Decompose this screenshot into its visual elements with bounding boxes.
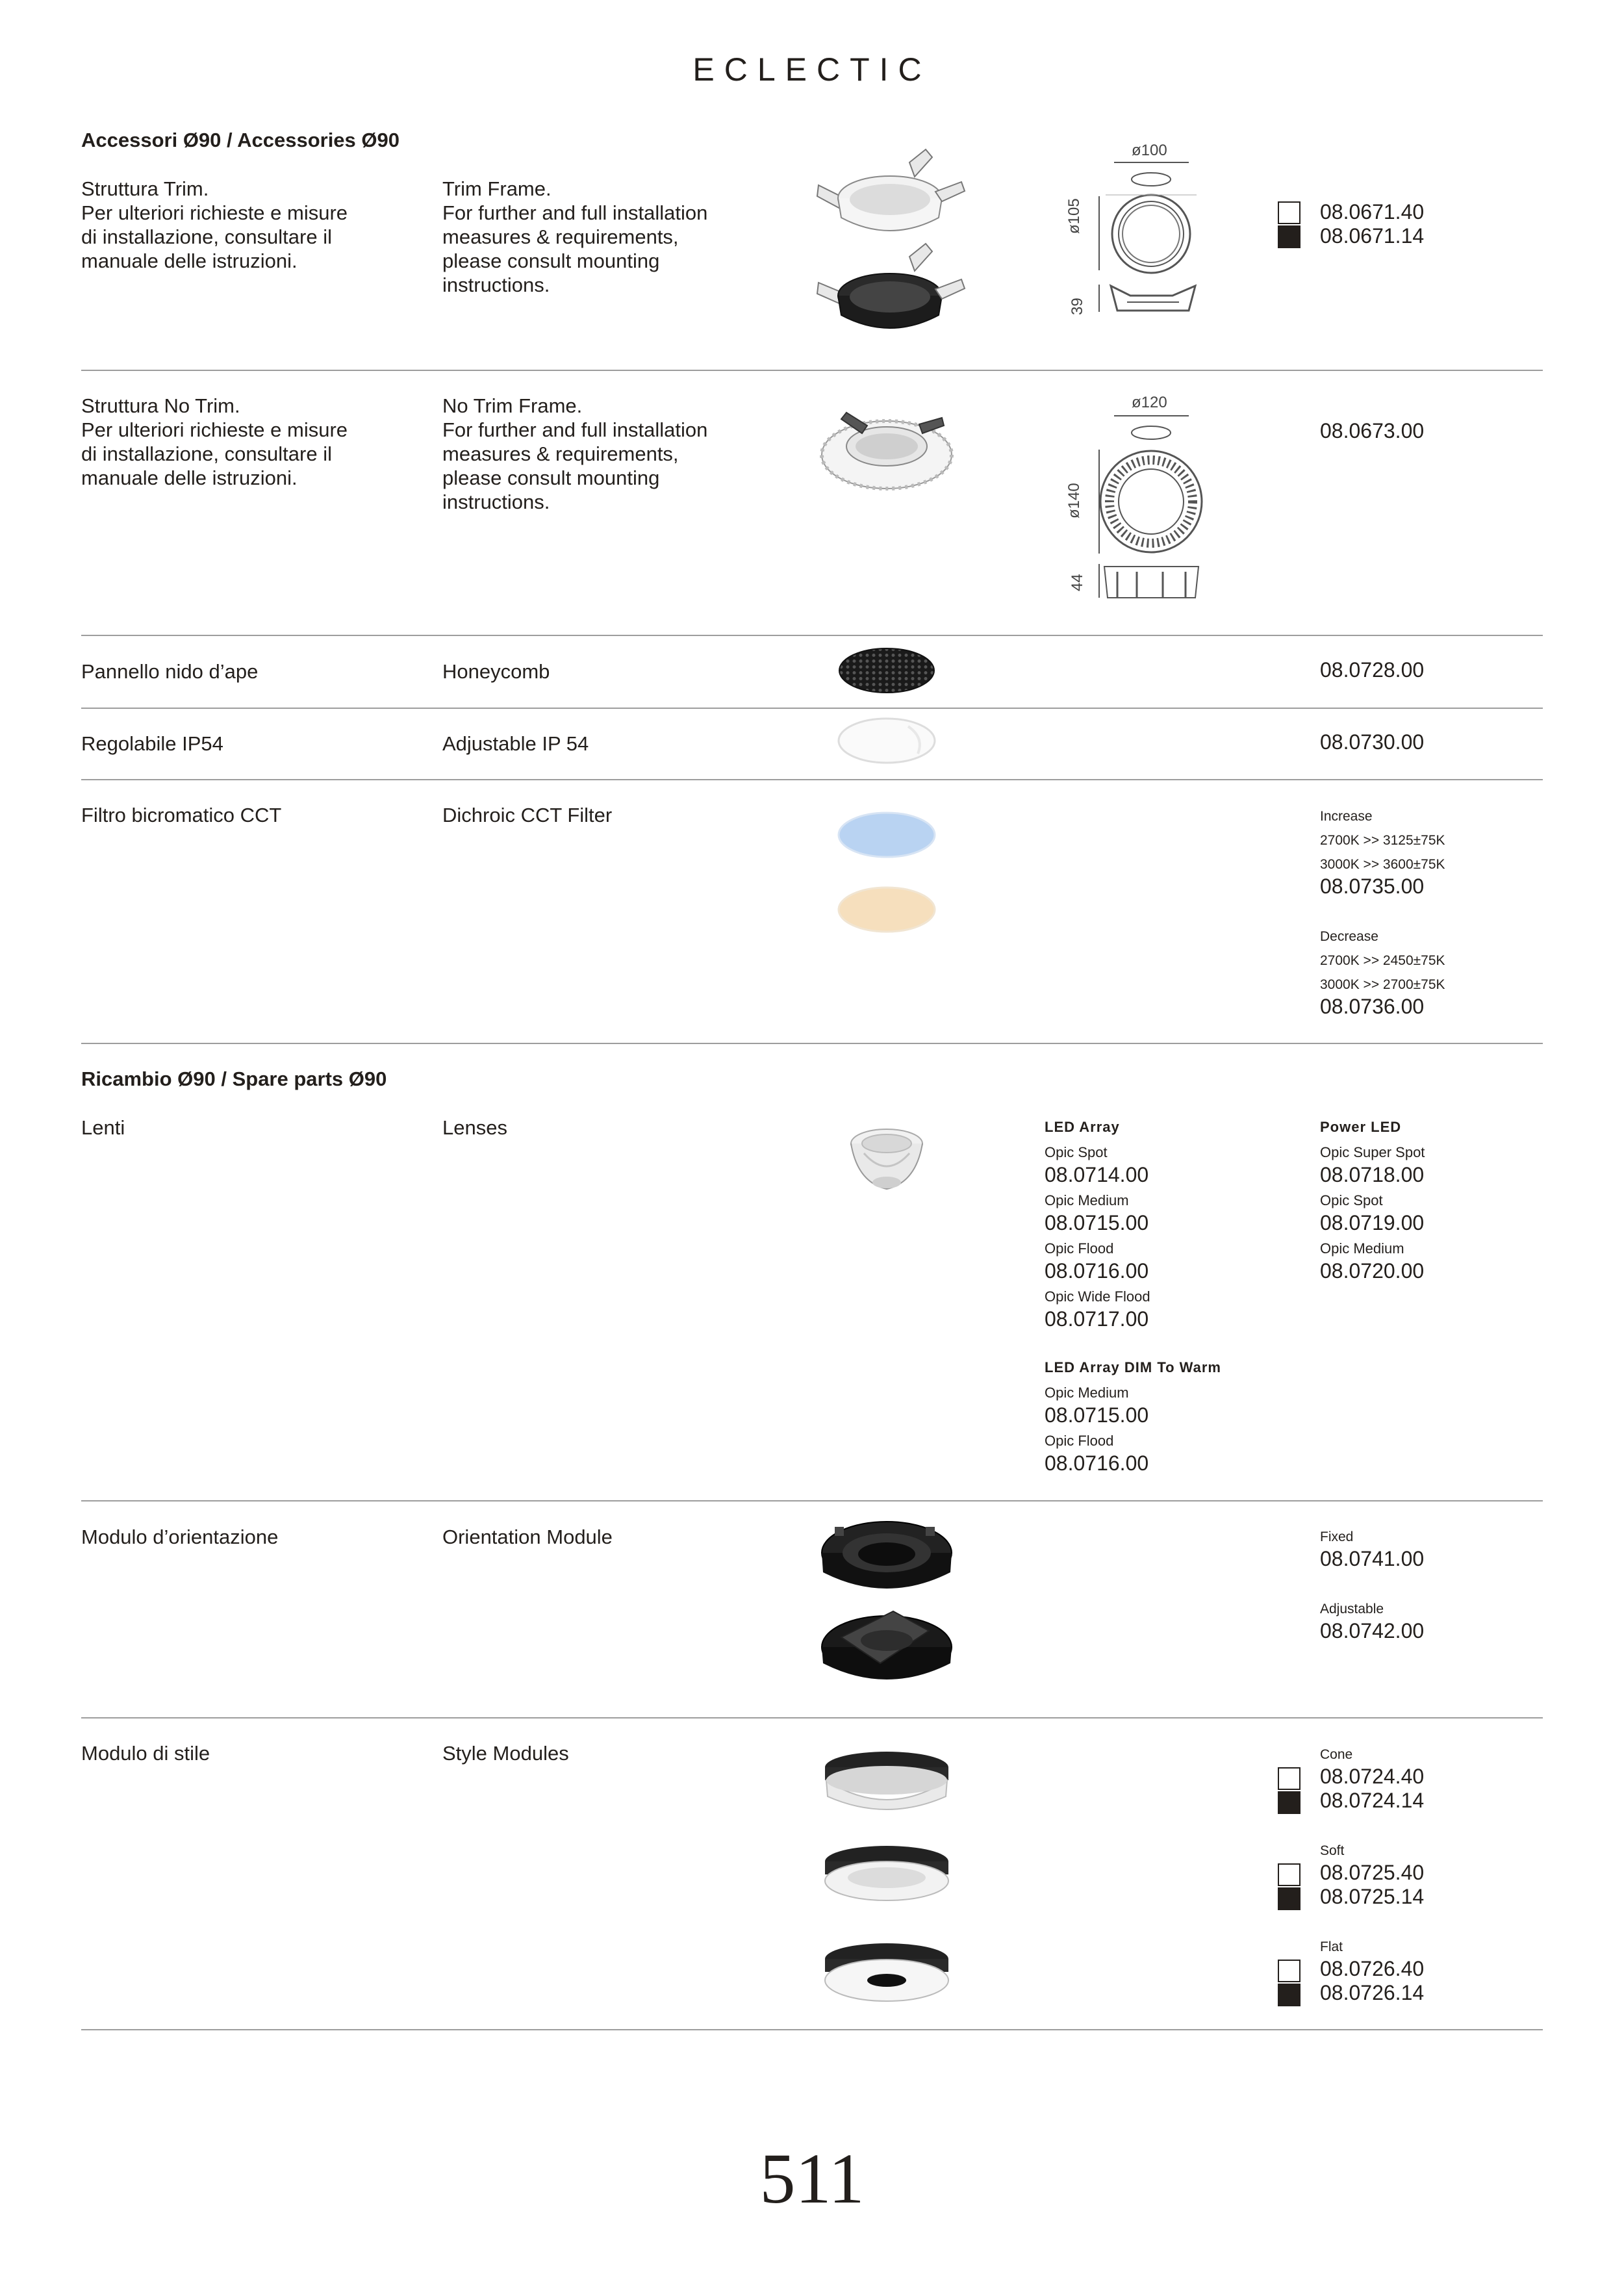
orientation-module-product-image [815,1507,958,1696]
cct-filter-decrease-image [839,888,935,932]
style-module-soft-image [825,1846,948,1900]
style-soft-black-swatch [1278,1887,1300,1910]
trim-frame-height: 39 [1069,298,1086,315]
cct-increase-line-2: 3000K >> 3600±75K [1320,857,1445,872]
style-flat-code-white: 08.0726.40 [1320,1957,1425,1980]
cct-filter-label-it: Filtro bicromatico CCT [81,804,282,826]
honeycomb-label-it: Pannello nido d’ape [81,660,259,683]
style-flat-label: Flat [1320,1939,1343,1954]
power-led-item-1-code: 08.0718.00 [1320,1163,1425,1186]
no-trim-frame-height: 44 [1069,574,1086,591]
style-module-cone-image [825,1752,948,1809]
honeycomb-code: 08.0728.00 [1320,658,1425,682]
no-trim-frame-top-diameter: ø120 [1132,394,1167,411]
led-array-item-1-name: Opic Spot [1045,1144,1108,1160]
no-trim-frame-code: 08.0673.00 [1320,419,1425,442]
orientation-fixed-label: Fixed [1320,1529,1354,1544]
style-soft-code-black: 08.0725.14 [1320,1885,1425,1908]
spare-parts-section-title: Ricambio Ø90 / Spare parts Ø90 [81,1067,387,1090]
trim-frame-product-image [812,136,968,344]
style-soft-code-white: 08.0725.40 [1320,1861,1425,1884]
orientation-module-label-it: Modulo d’orientazione [81,1526,279,1548]
no-trim-frame-technical-drawing [1091,409,1208,604]
accessories-section-title: Accessori Ø90 / Accessories Ø90 [81,129,400,151]
power-led-title: Power LED [1320,1119,1402,1135]
trim-frame-code-white: 08.0671.40 [1320,200,1425,224]
cct-increase-label: Increase [1320,809,1373,824]
orientation-module-adjustable-image [822,1611,952,1680]
honeycomb-label-en: Honeycomb [442,660,550,683]
style-flat-black-swatch [1278,1984,1300,2006]
row-divider [81,1043,1543,1044]
trim-frame-side-diameter: ø105 [1065,198,1083,234]
led-array-item-3-name: Opic Flood [1045,1240,1114,1257]
style-cone-label: Cone [1320,1747,1353,1762]
power-led-item-2-name: Opic Spot [1320,1192,1383,1208]
style-modules-label-it: Modulo di stile [81,1742,210,1765]
led-array-item-2-name: Opic Medium [1045,1192,1129,1208]
cct-filter-increase-image [839,813,935,857]
style-modules-label-en: Style Modules [442,1742,569,1765]
row-divider [81,2029,1543,2030]
cct-decrease-line-1: 2700K >> 2450±75K [1320,953,1445,968]
cct-decrease-line-2: 3000K >> 2700±75K [1320,977,1445,992]
honeycomb-product-image [838,646,935,695]
row-divider [81,779,1543,780]
style-cone-black-swatch [1278,1791,1300,1814]
row-divider [81,370,1543,371]
trim-frame-white-image [817,149,965,231]
trim-frame-top-diameter: ø100 [1132,142,1167,159]
power-led-item-3-name: Opic Medium [1320,1240,1404,1257]
cct-increase-code: 08.0735.00 [1320,875,1425,898]
led-array-item-4-code: 08.0717.00 [1045,1307,1149,1331]
style-cone-code-white: 08.0724.40 [1320,1765,1425,1788]
trim-frame-black-image [817,244,965,328]
orientation-fixed-code: 08.0741.00 [1320,1547,1425,1570]
style-flat-code-black: 08.0726.14 [1320,1981,1425,2004]
style-modules-product-image [818,1748,955,2014]
style-cone-white-swatch [1278,1767,1300,1790]
no-trim-frame-product-image [815,393,958,497]
trim-frame-technical-drawing [1091,156,1208,325]
trim-frame-black-swatch [1278,225,1300,248]
led-array-item-4-name: Opic Wide Flood [1045,1288,1150,1305]
cct-increase-line-1: 2700K >> 3125±75K [1320,833,1445,848]
brand-title: ECLECTIC [692,51,932,88]
orientation-module-fixed-image [822,1522,952,1589]
cct-filter-product-image [837,809,937,939]
dim-to-warm-item-1-code: 08.0715.00 [1045,1403,1149,1427]
lens-product-image [841,1121,932,1199]
ip54-code: 08.0730.00 [1320,730,1425,754]
cct-decrease-code: 08.0736.00 [1320,995,1425,1018]
row-divider [81,1717,1543,1718]
ip54-product-image [837,715,937,767]
orientation-adjustable-code: 08.0742.00 [1320,1619,1425,1642]
style-flat-white-swatch [1278,1960,1300,1982]
page-number: 511 [759,2139,865,2218]
cct-decrease-label: Decrease [1320,929,1378,944]
lenses-label-it: Lenti [81,1116,125,1139]
row-divider [81,1500,1543,1501]
ip54-label-en: Adjustable IP 54 [442,732,589,755]
style-cone-code-black: 08.0724.14 [1320,1789,1425,1812]
orientation-module-label-en: Orientation Module [442,1526,613,1548]
power-led-item-1-name: Opic Super Spot [1320,1144,1425,1160]
no-trim-frame-description-en: No Trim Frame. For further and full installation measures & requirements, please consult mounting instructions. [442,394,708,513]
trim-frame-white-swatch [1278,201,1300,224]
dim-to-warm-title: LED Array DIM To Warm [1045,1359,1221,1375]
power-led-item-3-code: 08.0720.00 [1320,1259,1425,1283]
style-soft-label: Soft [1320,1843,1345,1858]
led-array-item-1-code: 08.0714.00 [1045,1163,1149,1186]
no-trim-frame-side-diameter: ø140 [1065,483,1083,518]
power-led-item-2-code: 08.0719.00 [1320,1211,1425,1234]
row-divider [81,708,1543,709]
led-array-title: LED Array [1045,1119,1120,1135]
led-array-item-3-code: 08.0716.00 [1045,1259,1149,1283]
dim-to-warm-item-2-code: 08.0716.00 [1045,1451,1149,1475]
style-soft-white-swatch [1278,1863,1300,1886]
trim-frame-code-black: 08.0671.14 [1320,224,1425,248]
trim-frame-description-it: Struttura Trim. Per ulteriori richieste e misure di installazione, consultare il manuale delle istruzioni. [81,177,348,272]
dim-to-warm-item-2-name: Opic Flood [1045,1433,1114,1449]
ip54-label-it: Regolabile IP54 [81,732,223,755]
cct-filter-label-en: Dichroic CCT Filter [442,804,613,826]
led-array-item-2-code: 08.0715.00 [1045,1211,1149,1234]
trim-frame-description-en: Trim Frame. For further and full installation measures & requirements, please consult mounting instructions. [442,177,708,296]
row-divider [81,635,1543,636]
style-module-flat-image [825,1943,948,2001]
lenses-label-en: Lenses [442,1116,507,1139]
orientation-adjustable-label: Adjustable [1320,1602,1384,1616]
dim-to-warm-item-1-name: Opic Medium [1045,1385,1129,1401]
no-trim-frame-description-it: Struttura No Trim. Per ulteriori richieste e misure di installazione, consultare il manuale delle istruzioni. [81,394,348,489]
